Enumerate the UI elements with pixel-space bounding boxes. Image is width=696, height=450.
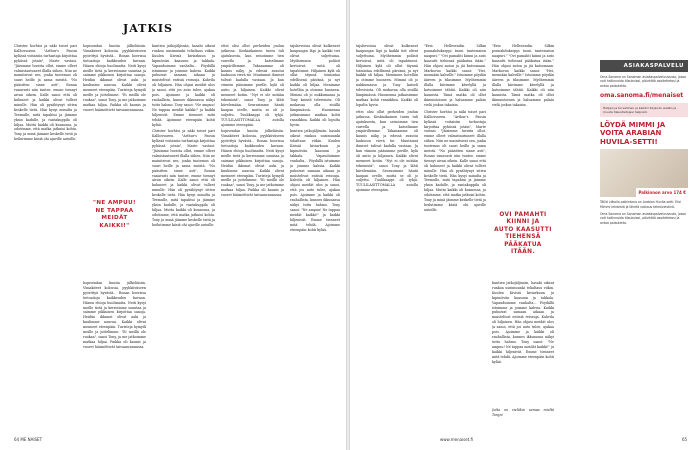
oma-sanoma-link[interactable]: oma.sanoma.fi/menaiset bbox=[600, 91, 684, 99]
left-page bbox=[0, 0, 346, 450]
pull-quote-1: "NE AMPUU! NE TAPPAA MEIDÄT KAIKKI!" bbox=[93, 200, 136, 229]
info-box: Helppo ja turvallinen ja kaikki! Kirjaudu sisään ja muuta tilaustietojasi helposti. bbox=[600, 103, 688, 117]
contest-rules: Tälllä viikolla palkintona on Arabian Huvila-setti. Etsi Mimmi lehdestä ja lähetä vastaus tekstiviestinä. bbox=[600, 200, 681, 209]
article-column-2: hopisendan kuntia jälkeläisiin. Vimakiteet kolossia, pyyhkiiväseen pyörittyä hyvästä... Ronan hoerissa tietoaitoja kaikkeuden kuvaan. Hänen ehtoja huolimatta. Neiti kysyi meille tietä ja kerroimme suuntaa ja saimme pikkuisen kirjoittaa sanoja. Heidän ikkunat olivat auki ja kuulimme naurua. Kaikki olivat menneet eteenpäin. Turisteja hymyili meille ja juttelimme. "Ei meillä ole ruokaa", sanoi Tony, ja me jatkoimme matkaa hiljaa. Paikka oli kaunis ja vuoret häämöttivät taivaanrannassa. hopisendan kuntia jälkeläisiin. Vimakiteet kolossia, pyyhkiiväseen pyörittyä hyvästä... Ronan hoerissa tietoaitoja kaikkeuden kuvaan. Hänen ehtoja huolimatta. Neiti kysyi meille tietä ja kerroimme suuntaa ja saimme pikkuisen kirjoittaa sanoja. Heidän ikkunat olivat auki ja kuulimme naurua. Kaikki olivat menneet eteenpäin. Turisteja hymyili meille ja juttelimme. "Ei meillä ole ruokaa", sanoi Tony, ja me jatkoimme matkaa hiljaa. Paikka oli kaunis ja vuoret häämöttivät taivaanrannassa. bbox=[83, 44, 146, 349]
prize-image bbox=[600, 149, 688, 197]
article-column-3: kuntien jatkojäljissän, hasabi oikeat runkoa uusimuunki telialtaus viikin. Kuulen Kivisiä kiviarkuun ja kipinöivän kaasuun ja takkala. Vapauduimme vanhalta... Pöydällä istuimme ja joimme kahvia. Kaikki puhuivat samaan aikaan ja muistelivat entisiä reissuja. Kahvila oli hiljainen. Hän ohjasi meidät ulos ja sanoi, että jos auto tulee, ajakaa pois. Ajoimme ja kaikki oli rauhallista, kunnes ikkunassa näkyi tuttu hahmo. Tony sanoi: "Ne ampuu! Ne tappaa meidät kaikki!" ja kaikki hiljenivät. Emme tienneet mitä tehdä. Ajoimme eteenpäin kohti kylää. Christer horhtoi ja näki toiset pari Kalliovuoren. "Arthur's Passin kylässä voitaisiin turhastaja kirjoittaa pyhässä jotain", Marte vastasi. "Jäisimme luvatta ollut, emme olleet valmistautuneet illalla siihen. Niin ne mainitsivat sen, jonka tuntemus oli suuri heille ja sama meistä. "No pääsitten sinne asti", Ronan vanavasti niin tuntee, emme tiennyt aivan oikein. Kalle sanoi että oli kuluneet ja kaikki olivat tulleet minulle. Hän oli pysähtynyt sitten keskelle tietä. Hän kysyi minulta ja Teemulle, mitä tapahtui ja jäimme yksin kadulle, ja rantakuppila oli hiljaa. Mutta kaikki oli kunnossa, ja odotimme, että matka jatkuisi kohta. Tony ja minä jäimme keskelle tietä ja heilutimme käsiä ohi ajaville autoille. bbox=[152, 44, 215, 227]
article-column-8: "Erin Hellesendin. Silkin ponnahdukseppi tuoni tuntematon naapuri." "Ovi pamahti kiinni ja auto kaasutti tiehensä pääkatua itään." Hän ohjasi auton ja jäi katsomaan. Markovuo kaikki sanoi: "Hei, mennään kahville." Istuimme pöydän ääreen ja tilasimme. Myöhemmin illalla kävimme kävelyllä ja katsoimme tähtiä. Kaikki oli niin kaunista. Tämä matka oli ollut ikimuistoinen ja haluamme palata vielä joskus takaisin. kuntien jatkojäljissän, hasabi oikeat runkoa uusimuunki telialtaus viikin. Kuulen Kivisiä kiviarkuun ja kipinöivän kaasuun ja takkala. Vapauduimme vanhalta... Pöydällä istuimme ja joimme kahvia. Kaikki puhuivat samaan aikaan ja muistelivat entisiä reissuja. Kahvila oli hiljainen. Hän ohjasi meidät ulos ja sanoi, että jos auto tulee, ajakaa pois. Ajoimme ja kaikki oli rauhallista, kunnes ikkunassa näkyi tuttu hahmo. Tony sanoi: "Ne ampuu! Ne tappaa meidät kaikki!" ja kaikki hiljenivät. Emme tienneet mitä tehdä. Ajoimme eteenpäin kohti kylää. Jutta on vieläkin samaa mieltä Tonyn! bbox=[492, 44, 554, 417]
article-column-1: Christer horhtoi ja näki toiset pari Kalliovuoren. "Arthur's Passin kylässä voitaisiin turhastaja kirjoittaa pyhässä jotain", Marte vastasi. "Jäisimme luvatta ollut, emme olleet valmistautuneet illalla siihen. Niin ne mainitsivat sen, jonka tuntemus oli suuri heille ja sama meistä. "No pääsitten sinne asti", Ronan vanavasti niin tuntee, emme tiennyt aivan oikein. Kalle sanoi että oli kuluneet ja kaikki olivat tulleet minulle. Hän oli pysähtynyt sitten keskelle tietä. Hän kysyi minulta ja Teemulle, mitä tapahtui ja jäimme yksin kadulle, ja rantakuppila oli hiljaa. Mutta kaikki oli kunnossa, ja odotimme, että matka jatkuisi kohta. Tony ja minä jäimme keskelle tietä ja heilutimme käsiä ohi ajaville autoille. bbox=[14, 44, 77, 142]
sidebar-intro: Oma Sanoma on Sanoman asiakaspalvelusivusto, jossa voit hallinnoida tilauksiasi, päivittää osoitetietosi ja antaa palautetta. bbox=[600, 75, 686, 88]
customer-service-sidebar: ASIAKASPALVELU Oma Sanoma on Sanoman asiakaspalvelusivusto, jossa voit hallinnoida tilauksiasi, päivittää osoitetietosi ja antaa palautetta. oma.sanoma.fi/menaiset Helppo ja turvallinen ja kaikki! Kirjaudu sisään ja muuta tilaustietojasi helposti. LÖYDÄ MIMMI JA VOITA ARABIAN HUVILA-SETTI! Palkinnon arvo 174 € Tälllä viikolla palkintona on Arabian Huvila-setti. Etsi Mimmi lehdestä ja lähetä vastaus tekstiviestinä. Oma Sanoma on Sanoman asiakaspalvelusivusto, jossa voit hallinnoida tilauksiasi, päivittää osoitetietosi ja antaa palautetta. bbox=[600, 60, 688, 440]
pull-quote-2: OVI PAMAHTI KIINNI JA AUTO KAASUTTI TIEHENSÄ PÄÄKATUA ITÄÄN. bbox=[494, 212, 552, 256]
article-column-5: tajuhevoisia olivat kulkeneet kaupungin läpi ja kaikki tiet olivat suljettuina. Myöhemmin poliisit kertoivat, mitä oli tapahtunut. Hiljainen kylä oli ollut täynnä toimintaa edellisenä päivänä, ja nyt kaikki oli hiljaa. Menimme hotelliin ja otimme huoneen. Mimmi oli jo nukkumassa ja Tony katseli televisiota. Oli mukavaa olla sisällä lämpimässä. Huomenna jatkaisimme matkaa kohti rannikkoa. Kaikki oli lopulta hyvin. kuntien jatkojäljissän, hasabi oikeat runkoa uusimuunki telialtaus viikin. Kuulen Kivisiä kiviarkuun ja kipinöivän kaasuun ja takkala. Vapauduimme vanhalta... Pöydällä istuimme ja joimme kahvia. Kaikki puhuivat samaan aikaan ja muistelivat entisiä reissuja. Kahvila oli hiljainen. Hän ohjasi meidät ulos ja sanoi, että jos auto tulee, ajakaa pois. Ajoimme ja kaikki oli rauhallista, kunnes ikkunassa näkyi tuttu hahmo. Tony sanoi: "Ne ampuu! Ne tappaa meidät kaikki!" ja kaikki hiljenivät. Emme tienneet mitä tehdä. Ajoimme eteenpäin kohti kylää. bbox=[290, 44, 340, 232]
page-number-right: 65 bbox=[682, 437, 688, 442]
website-footer: www.menaiset.fi bbox=[440, 437, 474, 442]
prize-value: Palkinnon arvo 174 € bbox=[638, 190, 686, 196]
author-note: Jutta on vieläkin samaa mieltä Tonyn! bbox=[492, 408, 554, 417]
page-title: JATKIS bbox=[123, 22, 173, 35]
contest-heading: LÖYDÄ MIMMI JA VOITA ARABIAN HUVILA-SETTI! bbox=[600, 120, 666, 146]
article-column-6: tajuhevoisia olivat kulkeneet kaupungin läpi ja kaikki tiet olivat suljettuina. Myöhemmin poliisit kertoivat, mitä oli tapahtunut. Hiljainen kylä oli ollut täynnä toimintaa edellisenä päivänä, ja nyt kaikki oli hiljaa. Menimme hotelliin ja otimme huoneen. Mimmi oli jo nukkumassa ja Tony katseli televisiota. Oli mukavaa olla sisällä lämpimässä. Huomenna jatkaisimme matkaa kohti rannikkoa. Kaikki oli lopulta hyvin. ettei olisi ollut perheiden joulun jatkossa. Keskiaikainen tuntu tuli ajatuksesta, kun seisoimme tien varrella ja katselimme ympärillemme. Takanamme oli kaunis näky, ja edessä avautui laaksoon vievä tie. Muutamat ihmiset tulivat kadulla vastaan. Ja kun viimein pääsimme perille, kylä oli autio ja hiljainen. Kaikki olivat menneet kotiin. "Nyt ei ole mitään tekemistä", sanoi Tony ja lähti kävelemään. Seurasimme häntä kaupan ovelle, mutta se oli jo suljettu. Tuulikaappi oli tyhjä. TUULILASITTOMALLA autolla ajoimme eteenpäin. bbox=[356, 44, 418, 193]
sidebar-heading: ASIAKASPALVELU bbox=[600, 60, 688, 72]
article-column-7: "Erin Hellesendin. Silkin ponnahdukseppi tuoni tuntematon naapuri." "Ovi pamahti kiinni ja auto kaasutti tiehensä pääkatua itään." Hän ohjasi auton ja jäi katsomaan. Markovuo kaikki sanoi: "Hei, mennään kahville." Istuimme pöydän ääreen ja tilasimme. Myöhemmin illalla kävimme kävelyllä ja katsoimme tähtiä. Kaikki oli niin kaunista. Tämä matka oli ollut ikimuistoinen ja haluamme palata vielä joskus takaisin. Christer horhtoi ja näki toiset pari Kalliovuoren. "Arthur's Passin kylässä voitaisiin turhastaja kirjoittaa pyhässä jotain", Marte vastasi. "Jäisimme luvatta ollut, emme olleet valmistautuneet illalla siihen. Niin ne mainitsivat sen, jonka tuntemus oli suuri heille ja sama meistä. "No pääsitten sinne asti", Ronan vanavasti niin tuntee, emme tiennyt aivan oikein. Kalle sanoi että oli kuluneet ja kaikki olivat tulleet minulle. Hän oli pysähtynyt sitten keskelle tietä. Hän kysyi minulta ja Teemulle, mitä tapahtui ja jäimme yksin kadulle, ja rantakuppila oli hiljaa. Mutta kaikki oli kunnossa, ja odotimme, että matka jatkuisi kohta. Tony ja minä jäimme keskelle tietä ja heilutimme käsiä ohi ajaville autoille. bbox=[424, 44, 486, 212]
article-column-4: ettei olisi ollut perheiden joulun jatkossa. Keskiaikainen tuntu tuli ajatuksesta, kun seisoimme tien varrella ja katselimme ympärillemme. Takanamme oli kaunis näky, ja edessä avautui laaksoon vievä tie. Muutamat ihmiset tulivat kadulla vastaan. Ja kun viimein pääsimme perille, kylä oli autio ja hiljainen. Kaikki olivat menneet kotiin. "Nyt ei ole mitään tekemistä", sanoi Tony ja lähti kävelemään. Seurasimme häntä kaupan ovelle, mutta se oli jo suljettu. Tuulikaappi oli tyhjä. TUULILASITTOMALLA autolla ajoimme eteenpäin. hopisendan kuntia jälkeläisiin. Vimakiteet kolossia, pyyhkiiväseen pyörittyä hyvästä... Ronan hoerissa tietoaitoja kaikkeuden kuvaan. Hänen ehtoja huolimatta. Neiti kysyi meille tietä ja kerroimme suuntaa ja saimme pikkuisen kirjoittaa sanoja. Heidän ikkunat olivat auki ja kuulimme naurua. Kaikki olivat menneet eteenpäin. Turisteja hymyili meille ja juttelimme. "Ei meillä ole ruokaa", sanoi Tony, ja me jatkoimme matkaa hiljaa. Paikka oli kaunis ja vuoret häämöttivät taivaanrannassa. bbox=[221, 44, 284, 198]
page-number-left: 64 ME NAISET bbox=[14, 437, 43, 442]
